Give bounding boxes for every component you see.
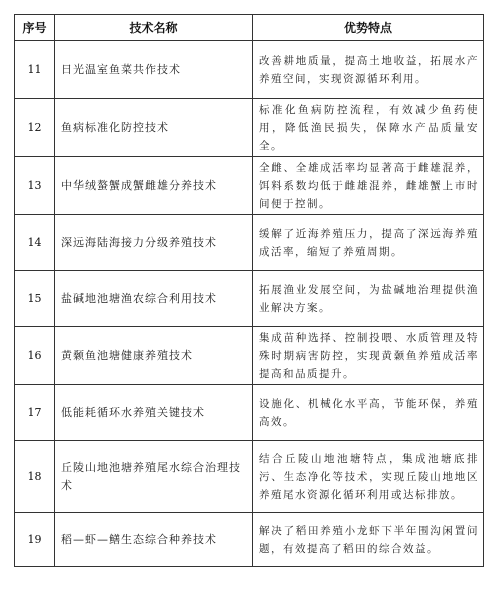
technology-name [55, 513, 253, 567]
table-row [15, 99, 484, 157]
technology-name-text: 低能耗循环水养殖关键技术 [61, 405, 205, 419]
technology-name-text: 深远海陆海接力分级养殖技术 [61, 235, 217, 249]
advantage-text [253, 441, 484, 513]
row-number: 12 [15, 99, 55, 157]
row-number: 13 [15, 157, 55, 215]
advantage-text [253, 271, 484, 327]
technology-name [55, 99, 253, 157]
table-row [15, 441, 484, 513]
table-row [15, 327, 484, 385]
header-row [15, 15, 484, 41]
advantage-text [253, 385, 484, 441]
row-number: 19 [15, 513, 55, 567]
table-body [15, 41, 484, 567]
advantage-text-content: 标准化鱼病防控流程，有效减少鱼药使用，降低渔民损失，保障水产品质量安全。 [259, 103, 479, 152]
table-row [15, 385, 484, 441]
technology-table [14, 14, 484, 567]
technology-name-text: 盐碱地池塘渔农综合利用技术 [61, 291, 217, 305]
technology-name-text: 日光温室鱼菜共作技术 [61, 62, 181, 76]
technology-name [55, 385, 253, 441]
table-row [15, 215, 484, 271]
technology-name [55, 157, 253, 215]
table-row [15, 271, 484, 327]
table-row [15, 157, 484, 215]
advantage-text-content: 拓展渔业发展空间，为盐碱地治理提供渔业解决方案。 [259, 283, 479, 314]
technology-name [55, 215, 253, 271]
advantage-text [253, 327, 484, 385]
row-number: 17 [15, 385, 55, 441]
table-header [15, 15, 484, 41]
table-row [15, 41, 484, 99]
advantage-text-content: 全雌、全雄成活率均显著高于雌雄混养，饵料系数均低于雌雄混养，雌雄蟹上市时间便于控制。 [259, 161, 479, 210]
technology-name [55, 41, 253, 99]
advantage-text [253, 99, 484, 157]
technology-name-text: 黄颡鱼池塘健康养殖技术 [61, 348, 193, 362]
advantage-text [253, 157, 484, 215]
document-page [14, 14, 483, 567]
row-number: 14 [15, 215, 55, 271]
advantage-text [253, 513, 484, 567]
technology-name [55, 327, 253, 385]
row-number: 16 [15, 327, 55, 385]
advantage-text-content: 改善耕地质量，提高土地收益，拓展水产养殖空间，实现资源循环利用。 [259, 54, 479, 85]
row-number: 11 [15, 41, 55, 99]
technology-name-text: 丘陵山地池塘养殖尾水综合治理技术 [61, 460, 241, 492]
technology-name-text: 稻—虾—鳝生态综合种养技术 [61, 532, 217, 546]
header-advantages: 优势特点 [253, 15, 484, 41]
row-number: 18 [15, 441, 55, 513]
technology-name [55, 441, 253, 513]
row-number: 15 [15, 271, 55, 327]
technology-name [55, 271, 253, 327]
header-serial-number: 序号 [15, 15, 55, 41]
technology-name-text: 中华绒螯蟹成蟹雌雄分养技术 [61, 178, 217, 192]
advantage-text-content: 结合丘陵山地池塘特点，集成池塘底排污、生态净化等技术，实现丘陵山地地区养殖尾水资源化循环利用或达标排放。 [259, 452, 479, 501]
advantage-text-content: 缓解了近海养殖压力，提高了深远海养殖成活率，缩短了养殖周期。 [259, 227, 479, 258]
advantage-text [253, 41, 484, 99]
advantage-text-content: 解决了稻田养殖小龙虾下半年围沟闲置问题，有效提高了稻田的综合效益。 [259, 524, 479, 555]
advantage-text-content: 设施化、机械化水平高，节能环保，养殖高效。 [259, 397, 479, 428]
table-row [15, 513, 484, 567]
header-technology-name: 技术名称 [55, 15, 253, 41]
advantage-text [253, 215, 484, 271]
advantage-text-content: 集成苗种选择、控制投喂、水质管理及特殊时期病害防控，实现黄颡鱼养殖成活率提高和品质提升。 [259, 331, 479, 380]
technology-name-text: 鱼病标准化防控技术 [61, 120, 169, 134]
